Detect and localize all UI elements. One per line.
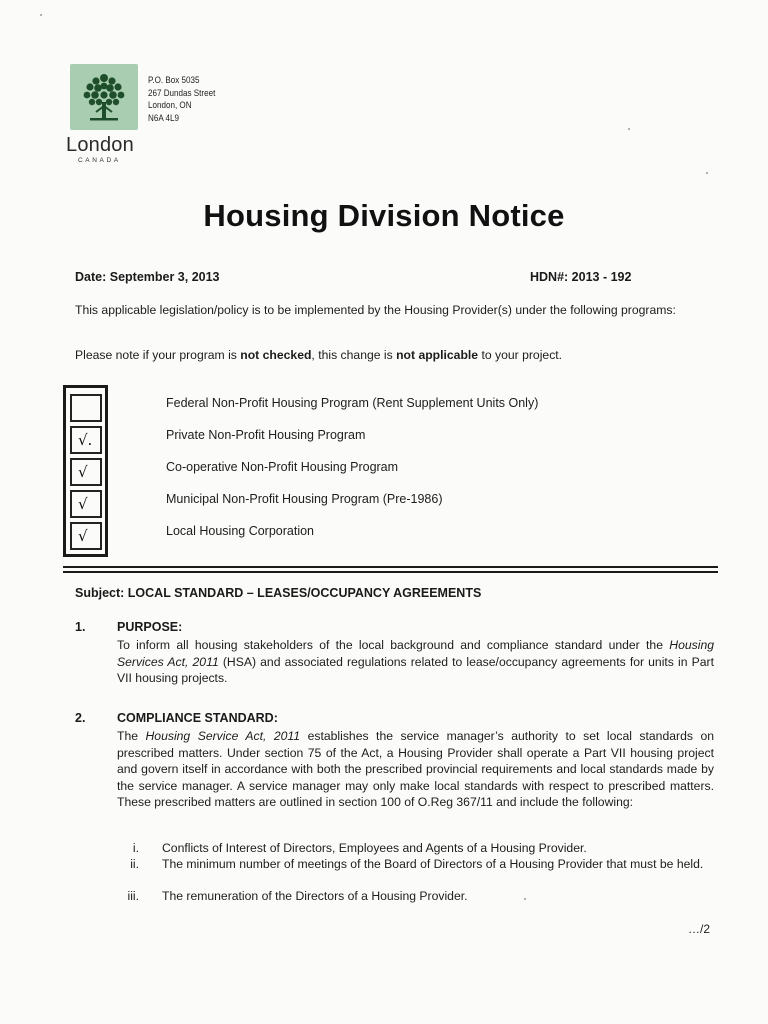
applicability-note bbox=[75, 347, 715, 364]
body-text: (HSA) and associated regulations related to lease/occupancy agreements for units in Part VII housing projects. bbox=[117, 654, 714, 685]
section-heading: COMPLIANCE STANDARD: bbox=[117, 711, 278, 725]
scan-speck bbox=[40, 14, 42, 16]
program-checkbox[interactable]: √ bbox=[70, 458, 102, 486]
program-label: Private Non-Profit Housing Program bbox=[166, 428, 366, 442]
mailing-address bbox=[148, 75, 215, 125]
scan-speck bbox=[524, 898, 526, 900]
program-checkbox-column bbox=[63, 385, 108, 557]
logo-wordmark: London bbox=[66, 134, 134, 156]
address-line: London, ON bbox=[148, 100, 192, 111]
program-label: Co-operative Non-Profit Housing Program bbox=[166, 460, 399, 474]
section-number: 2. bbox=[75, 711, 86, 725]
body-text: To inform all housing stakeholders of the local background and compliance standard under the bbox=[117, 638, 670, 652]
notice-date: Date: September 3, 2013 bbox=[75, 270, 220, 284]
address-line: P.O. Box 5035 bbox=[148, 75, 200, 86]
body-text: The bbox=[117, 729, 146, 743]
address-line: 267 Dundas Street bbox=[148, 87, 216, 99]
program-label: Federal Non-Profit Housing Program (Rent Supplement Units Only) bbox=[166, 396, 539, 410]
page-continuation: …/2 bbox=[688, 922, 711, 936]
note-emphasis: not applicable bbox=[396, 348, 479, 362]
note-text: to your project. bbox=[478, 348, 563, 362]
intro-paragraph: This applicable legislation/policy is to be implemented by the Housing Provider(s) under the following programs: bbox=[75, 303, 676, 317]
section-body bbox=[117, 637, 714, 687]
subject-line: Subject: LOCAL STANDARD – LEASES/OCCUPANCY AGREEMENTS bbox=[75, 586, 482, 600]
section-divider bbox=[63, 566, 718, 568]
scan-speck bbox=[628, 128, 630, 130]
list-item-text: Conflicts of Interest of Directors, Employees and Agents of a Housing Provider. bbox=[162, 841, 587, 855]
act-title: Housing Service Act, 2011 bbox=[145, 729, 301, 743]
list-item-text: The remuneration of the Directors of a Housing Provider. bbox=[162, 889, 468, 903]
list-item-number: i. bbox=[132, 841, 139, 855]
program-label: Municipal Non-Profit Housing Program (Pre-1986) bbox=[166, 492, 443, 506]
program-checkbox[interactable]: √ bbox=[70, 522, 102, 550]
program-checkbox[interactable]: √ bbox=[70, 490, 102, 518]
section-number: 1. bbox=[75, 620, 86, 634]
list-item-number: ii. bbox=[130, 857, 139, 871]
logo-country: CANADA bbox=[78, 157, 121, 164]
program-checkbox[interactable]: √. bbox=[70, 426, 102, 454]
section-body bbox=[117, 728, 714, 811]
list-item-number: iii. bbox=[127, 889, 139, 903]
program-label: Local Housing Corporation bbox=[166, 524, 315, 538]
section-divider bbox=[63, 571, 718, 573]
notice-number: HDN#: 2013 - 192 bbox=[530, 270, 632, 284]
section-heading: PURPOSE: bbox=[117, 620, 183, 634]
program-checkbox[interactable] bbox=[70, 394, 102, 422]
note-text: Please note if your program is bbox=[75, 348, 241, 362]
note-text: , this change is bbox=[311, 348, 397, 362]
note-emphasis: not checked bbox=[240, 348, 312, 362]
city-logo-tree-icon bbox=[70, 64, 138, 130]
body-text: establishes the service manager’s authority to set local standards on prescribed matters. Under section 75 of the Act, a Housing Provider shall operate a Part VII housing project and govern itself in accordance with both the prescribed provincial requirements and local standards made by the service manager. A service manager may only make local standards with respect to prescribed matters. These prescribed matters are outlined in section 100 of O.Reg 367/11 and include the following: bbox=[117, 729, 715, 809]
page-title: Housing Division Notice bbox=[203, 198, 565, 233]
scan-speck bbox=[706, 172, 708, 174]
address-line: N6A 4L9 bbox=[148, 112, 179, 124]
list-item-text: The minimum number of meetings of the Board of Directors of a Housing Provider that must be held. bbox=[162, 857, 704, 871]
act-title: Housing Services Act, 2011 bbox=[117, 638, 714, 669]
